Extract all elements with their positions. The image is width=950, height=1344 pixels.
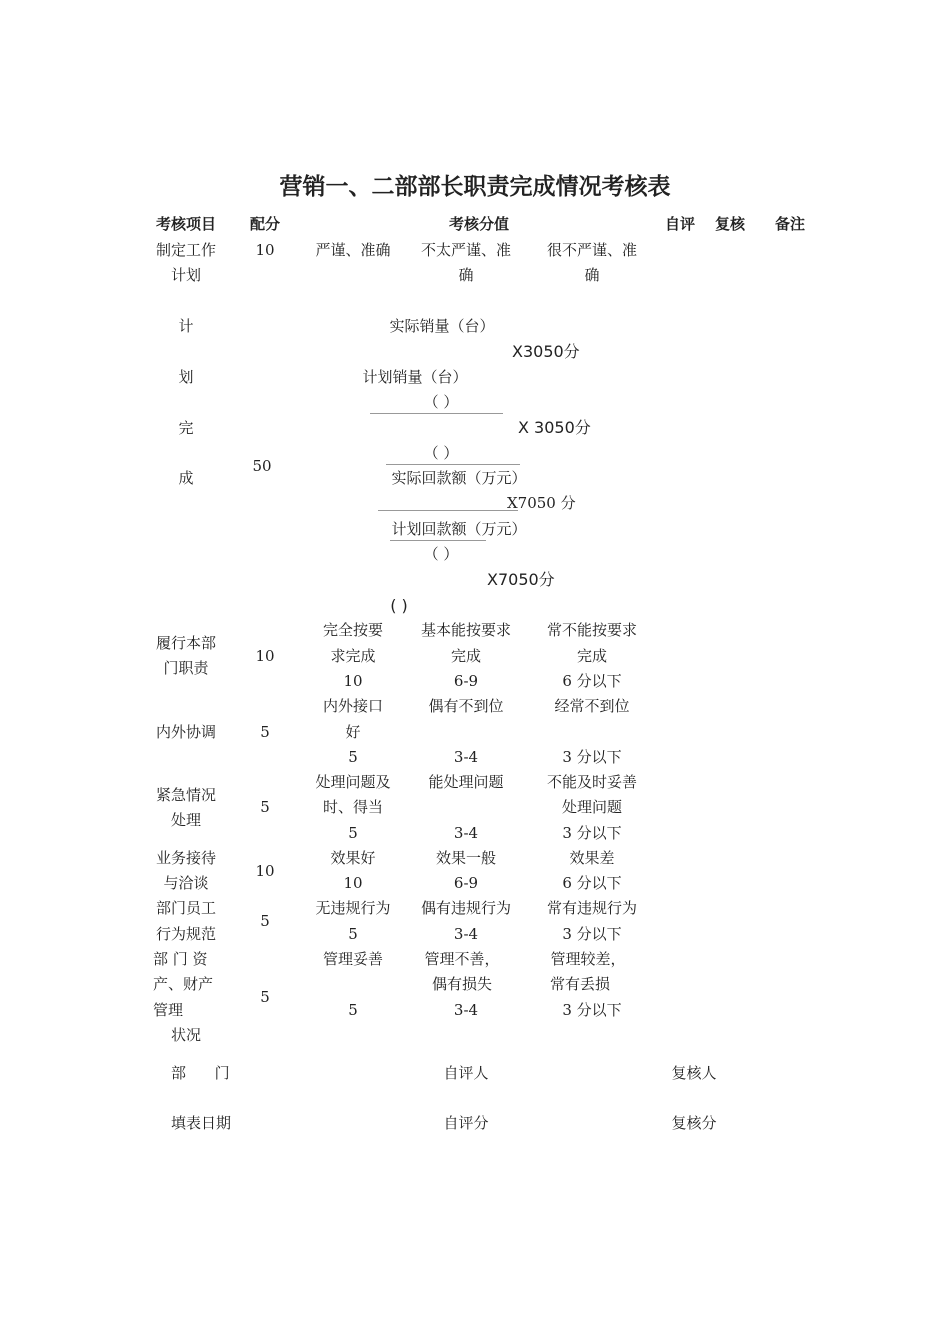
duty-c2: 完成 [576,647,608,665]
plan-sales-paren: （ ） [423,393,459,411]
emergency-score: 5 [260,798,270,816]
assets-score: 5 [260,988,270,1006]
duty-b2: 完成 [450,647,482,665]
emergency-c2: 处理问题 [561,798,623,816]
emergency-b3: 3-4 [453,824,479,842]
complete-label-1: 计 [178,317,194,335]
assets-c1: 管理较差， [550,950,626,968]
sales-formula-2: X 3050分 [518,418,591,437]
plan-criterion-b-2: 确 [458,266,474,284]
conduct-c1: 常有违规行为 [546,899,638,917]
page-title: 营销一、二部部长职责完成情况考核表 [279,174,671,200]
duty-a1: 完全按要 [322,621,384,639]
coord-score: 5 [260,723,270,741]
emergency-a3: 5 [348,824,358,842]
emergency-label-2: 处理 [170,811,202,829]
coord-b3: 3-4 [453,748,479,766]
plan-criterion-b: 不太严谨、准 [420,241,512,259]
reception-c2: 6 分以下 [562,874,622,892]
reception-c1: 效果差 [569,849,615,867]
sales-formula: X3050分 [512,342,580,361]
assets-label-3: 管理 [153,1001,184,1019]
complete-label-3: 完 [178,419,194,437]
assets-label-2: 产、财产 [153,975,214,993]
assets-label-4: 状况 [170,1026,202,1044]
header-self: 自评 [664,215,696,233]
conduct-label-2: 行为规范 [155,925,217,943]
conduct-score: 5 [260,912,270,930]
fraction-line [386,464,520,465]
duty-b1: 基本能按要求 [420,621,512,639]
pay-formula-2: X7050分 [487,570,555,589]
actual-sales-label: 实际销量（台） [389,317,495,335]
complete-score: 50 [252,457,272,475]
header-review: 复核 [714,215,746,233]
fraction-line [378,510,518,511]
plan-sales-label: 计划销量（台） [362,368,468,386]
reception-label-2: 与洽谈 [163,874,209,892]
assets-c3: 3 分以下 [562,1001,622,1019]
header-score: 配分 [249,215,281,233]
duty-b3: 6-9 [453,672,479,690]
bottom-paren: ( ) [390,596,408,615]
footer-self-score: 自评分 [443,1114,489,1132]
coord-label: 内外协调 [155,723,217,741]
plan-score: 10 [255,241,275,259]
assets-a1: 管理妥善 [322,950,384,968]
reception-label: 业务接待 [155,849,217,867]
actual-pay-label: 实际回款额（万元） [391,469,527,487]
coord-a1: 内外接口 [322,697,384,715]
reception-b2: 6-9 [453,874,479,892]
plan-pay-paren: （ ） [423,545,459,563]
reception-score: 10 [255,862,275,880]
duty-a3: 10 [343,672,363,690]
plan-pay-label: 计划回款额（万元） [391,520,527,538]
duty-score: 10 [255,647,275,665]
reception-a1: 效果好 [330,849,376,867]
assets-c2: 常有丢损 [549,975,611,993]
plan-criterion-c-2: 确 [584,266,600,284]
duty-label: 履行本部 [155,634,217,652]
duty-label-2: 门职责 [163,659,209,677]
reception-b1: 效果一般 [435,849,497,867]
header-note: 备注 [774,215,806,233]
emergency-b1: 能处理问题 [428,773,504,791]
conduct-c2: 3 分以下 [562,925,622,943]
emergency-c1: 不能及时妥善 [546,773,638,791]
footer-review-person: 复核人 [671,1064,717,1082]
conduct-label: 部门员工 [155,899,217,917]
reception-a2: 10 [343,874,363,892]
emergency-label: 紧急情况 [155,786,217,804]
footer-review-score: 复核分 [671,1114,717,1132]
conduct-a2: 5 [348,925,358,943]
emergency-a1: 处理问题及 [315,773,391,791]
assets-b3: 3-4 [453,1001,479,1019]
emergency-c3: 3 分以下 [562,824,622,842]
duty-c3: 6 分以下 [562,672,622,690]
plan-criterion-a: 严谨、准确 [315,241,391,259]
header-value: 考核分值 [448,215,510,233]
coord-c3: 3 分以下 [562,748,622,766]
duty-c1: 常不能按要求 [546,621,638,639]
duty-a2: 求完成 [330,647,376,665]
pay-formula: X7050 分 [507,494,576,512]
footer-self-person: 自评人 [443,1064,489,1082]
footer-date: 填表日期 [171,1114,232,1132]
assets-b2: 偶有损失 [431,975,493,993]
conduct-a1: 无违规行为 [315,899,391,917]
conduct-b2: 3-4 [453,925,479,943]
assets-label: 部 门 资 [153,950,208,968]
actual-pay-paren: （ ） [423,444,459,462]
coord-a3: 5 [348,748,358,766]
plan-label: 制定工作 [155,241,217,259]
coord-a2: 好 [345,723,361,741]
fraction-line [370,413,503,414]
plan-label-2: 计划 [170,266,202,284]
coord-b1: 偶有不到位 [428,697,504,715]
fraction-line [390,540,486,541]
assets-a2: 5 [348,1001,358,1019]
complete-label-4: 成 [178,469,194,487]
plan-criterion-c: 很不严谨、准 [546,241,638,259]
header-item: 考核项目 [155,215,217,233]
assets-b1: 管理不善， [424,950,500,968]
complete-label-2: 划 [178,368,194,386]
conduct-b1: 偶有违规行为 [420,899,512,917]
footer-dept: 部 门 [171,1064,230,1082]
emergency-a2: 时、得当 [322,798,384,816]
coord-c1: 经常不到位 [554,697,630,715]
